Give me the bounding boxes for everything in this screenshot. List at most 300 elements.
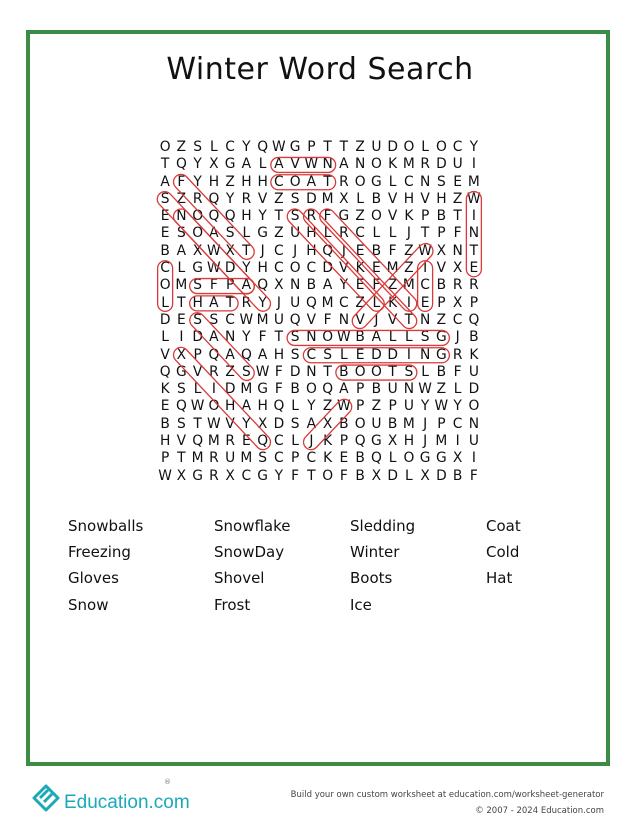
grid-letter: Q [208,346,220,363]
grid-letter: F [323,208,332,225]
grid-letter: E [160,398,170,415]
grid-letter: F [209,277,218,294]
grid-letter: N [468,225,480,242]
grid-letter: A [339,381,349,398]
grid-letter: F [388,242,397,259]
grid-letter: X [452,450,463,467]
grid-letter: S [290,346,300,363]
grid-letter: X [452,260,463,277]
word-item: Boots [350,569,393,588]
grid-letter: Y [242,415,251,432]
grid-letter: D [387,139,398,155]
grid-letter: Q [305,294,317,311]
grid-letter: U [387,381,398,398]
grid-letter: C [225,311,235,328]
grid-letter: Z [176,190,187,207]
grid-letter: T [307,467,316,484]
grid-letter: W [207,242,221,259]
grid-letter: G [289,139,301,155]
grid-letter: P [420,208,430,225]
grid-letter: I [179,329,184,346]
grid-letter: L [291,398,299,415]
grid-letter: U [273,311,284,328]
word-item: Coat [486,517,521,535]
grid-letter: Z [355,139,365,155]
grid-letter: A [257,346,268,363]
grid-letter: I [211,381,216,398]
registered-mark: ® [164,778,171,786]
grid-letter: B [371,242,382,259]
grid-letter: C [274,433,284,450]
grid-letter: R [339,173,349,190]
grid-letter: Y [339,277,349,294]
grid-letter: V [306,311,317,328]
grid-letter: O [289,173,301,190]
grid-letter: S [290,329,300,346]
grid-letter: J [309,433,314,450]
grid-letter: F [453,363,462,380]
grid-letter: P [339,433,349,450]
grid-letter: O [322,467,334,484]
grid-letter: L [388,173,397,190]
grid-letter: Q [257,277,269,294]
word-item: Snowballs [68,517,144,535]
grid-letter: Q [322,242,334,259]
grid-letter: M [321,294,334,311]
grid-letter: O [322,329,334,346]
grid-letter: J [455,329,460,346]
page-title: Winter Word Search [166,52,474,87]
grid-letter: L [210,139,218,155]
grid-letter: H [273,346,285,363]
grid-letter: S [241,363,251,380]
grid-letter: R [469,277,479,294]
grid-letter: M [240,450,253,467]
grid-letter: Q [208,208,220,225]
grid-letter: G [257,467,268,484]
grid-letter: V [339,260,349,277]
grid-letter: Y [242,329,251,346]
answer-highlight [271,175,336,190]
grid-letter: L [291,433,299,450]
grid-letter: U [468,433,479,450]
grid-letter: C [404,173,414,190]
grid-letter: Q [354,433,366,450]
grid-letter: P [355,398,365,415]
grid-letter: M [467,173,480,190]
answer-highlight [287,330,449,345]
grid-letter: A [322,277,333,294]
brand-name[interactable]: Education.com [64,792,190,813]
grid-letter: W [337,398,351,415]
grid-letter: Q [257,139,269,155]
grid-letter: D [289,363,301,380]
grid-letter: C [274,173,284,190]
word-item: Snow [68,595,109,614]
word-column-4 [486,516,521,595]
grid-letter: F [339,467,348,484]
grid-letter: N [403,381,415,398]
grid-letter: I [406,346,411,363]
grid-letter: K [388,156,398,173]
grid-letter: P [437,415,446,432]
grid-letter: N [176,208,187,225]
grid-letter: O [354,363,366,380]
answer-highlight [317,206,420,314]
grid-letter: E [469,260,479,277]
grid-letter: E [420,294,430,311]
grid-letter: T [388,363,397,380]
grid-letter: Z [404,260,414,277]
grid-letter: A [209,225,219,242]
grid-letter: T [420,225,430,242]
grid-letter: L [242,225,251,242]
grid-letter: X [192,242,203,259]
grid-letter: P [437,294,446,311]
grid-letter: C [339,294,349,311]
grid-letter: O [403,139,415,155]
grid-letter: Q [208,190,220,207]
grid-letter: T [323,139,332,155]
grid-letter: L [323,225,332,242]
grid-letter: V [387,190,398,207]
grid-letter: X [371,467,382,484]
grid-letter: J [293,242,298,259]
grid-letter: D [468,381,480,398]
grid-letter: K [323,433,333,450]
grid-letter: G [257,225,268,242]
grid-letter: L [161,329,169,346]
word-item: Cold [486,543,520,562]
grid-letter: V [387,208,398,225]
grid-letter: G [436,346,447,363]
grid-letter: L [388,329,397,346]
grid-letter: Z [404,242,414,259]
grid-letter: H [241,208,252,225]
grid-letter: L [421,139,429,155]
grid-letter: G [176,363,187,380]
grid-letter: A [225,346,235,363]
grid-letter: P [193,346,202,363]
grid-letter: N [419,173,431,190]
grid-letter: H [224,398,236,415]
grid-letter: K [323,450,333,467]
grid-letter: L [421,363,429,380]
answer-highlight [303,348,449,363]
grid-letter: T [177,294,186,311]
answer-highlight [300,206,419,332]
grid-letter: R [209,467,219,484]
grid-letter: X [225,242,235,259]
answer-highlight [187,310,258,384]
word-item: Frost [214,595,251,614]
grid-letter: Z [225,173,235,190]
grid-letter: W [418,381,432,398]
answer-highlight [170,344,273,452]
grid-letter: J [260,242,265,259]
grid-letter: T [404,311,414,328]
grid-letter: Z [322,398,333,415]
grid-letter: L [161,294,169,311]
grid-letter: B [371,381,382,398]
grid-letter: W [239,311,254,328]
grid-letter: B [452,467,463,484]
grid-letter: W [272,139,286,155]
grid-letter: S [160,190,170,207]
grid-letter: O [192,225,204,242]
grid-letter: B [290,381,300,398]
grid-letter: S [176,225,186,242]
grid-letter: C [274,260,284,277]
grid-letter: L [356,190,364,207]
grid-letter: P [437,225,446,242]
grid-letter: Y [242,139,251,155]
grid-letter: D [224,381,236,398]
answer-highlight [466,192,481,277]
grid-letter: B [355,467,365,484]
grid-letter: X [209,156,219,173]
grid-letter: E [453,173,462,190]
grid-letter: F [323,311,332,328]
grid-letter: N [306,363,317,380]
grid-letter: S [436,173,446,190]
footer-worksheet-link[interactable]: Build your own custom worksheet at education.com/worksheet-generator [290,790,604,800]
word-item: Gloves [68,569,119,588]
grid-letter: G [371,433,382,450]
grid-letter: D [192,329,203,346]
grid-letter: B [436,363,447,380]
grid-letter: M [207,433,220,450]
grid-letter: W [255,363,270,380]
grid-letter: T [160,156,170,173]
grid-letter: H [208,173,220,190]
grid-letter: R [420,156,430,173]
grid-letter: G [224,156,236,173]
grid-letter: N [452,242,463,259]
grid-letter: D [159,311,171,328]
grid-letter: J [374,311,379,328]
grid-letter: D [306,190,317,207]
grid-letter: A [160,173,170,190]
grid-letter: X [225,467,235,484]
grid-letter: H [436,190,447,207]
grid-letter: C [355,225,365,242]
grid-letter: V [290,156,300,173]
grid-letter: B [339,415,349,432]
grid-letter: M [402,277,415,294]
grid-letter: M [402,415,415,432]
word-column-3 [350,516,415,621]
grid-letter: T [225,294,235,311]
grid-letter: A [209,329,219,346]
grid-letter: N [289,277,301,294]
grid-letter: G [371,173,382,190]
grid-letter: T [453,208,462,225]
grid-letter: O [208,398,220,415]
grid-letter: A [274,156,284,173]
grid-letter: W [158,467,172,484]
word-item: Winter [350,543,400,562]
grid-letter: K [388,294,398,311]
answer-highlight [190,279,255,294]
grid-letter: R [225,433,235,450]
grid-letter: J [341,242,346,259]
grid-letter: V [192,363,203,380]
grid-letter: L [340,346,348,363]
grid-letter: X [176,467,187,484]
grid-letter: Q [289,311,301,328]
grid-letter: T [323,363,332,380]
grid-letter: A [241,398,252,415]
grid-letter: F [177,173,186,190]
grid-letter: C [306,260,317,277]
grid-letter: I [406,294,411,311]
grid-letter: B [339,363,349,380]
grid-letter: S [290,190,300,207]
grid-letter: J [423,415,428,432]
grid-letter: F [453,225,462,242]
word-item: Ice [350,595,372,614]
grid-letter: U [452,156,463,173]
grid-letter: P [388,398,397,415]
grid-letter: B [355,450,365,467]
grid-letter: I [471,208,476,225]
grid-letter: L [372,225,381,242]
grid-letter: X [452,294,463,311]
grid-letter: C [306,450,317,467]
grid-letter: Q [224,208,236,225]
grid-letter: R [452,346,463,363]
grid-letter: Z [355,208,365,225]
grid-letter: K [404,208,414,225]
grid-letter: Q [240,346,252,363]
grid-letter: C [452,415,463,432]
grid-letter: X [257,415,268,432]
grid-letter: V [160,346,170,363]
grid-letter: M [435,433,448,450]
grid-letter: X [339,190,349,207]
grid-letter: C [452,139,463,155]
grid-letter: Z [371,398,382,415]
grid-letter: S [225,225,235,242]
grid-letter: O [370,208,382,225]
grid-letter: Z [436,311,447,328]
grid-letter: U [371,415,382,432]
grid-letter: Y [420,398,430,415]
grid-letter: D [436,156,447,173]
grid-letter: I [423,260,428,277]
grid-letter: T [469,242,479,259]
grid-letter: Q [273,398,285,415]
grid-letter: Z [436,381,447,398]
word-item: Snowflake [214,517,291,535]
grid-letter: N [224,329,236,346]
grid-letter: N [468,415,480,432]
grid-letter: Y [242,260,251,277]
grid-letter: U [403,398,414,415]
grid-letter: M [256,311,269,328]
grid-letter: Q [175,156,187,173]
grid-letter: L [388,450,397,467]
grid-letter: Y [274,467,284,484]
grid-letter: R [209,450,219,467]
grid-letter: Q [322,381,334,398]
grid-letter: Z [452,190,463,207]
grid-letter: R [209,363,219,380]
grid-letter: W [434,398,449,415]
grid-letter: A [306,415,317,432]
grid-letter: H [257,260,268,277]
grid-letter: D [436,467,447,484]
grid-letter: S [176,381,186,398]
grid-letter: L [405,329,413,346]
word-item: Hat [486,569,513,588]
grid-letter: H [257,173,268,190]
grid-letter: N [322,156,333,173]
grid-letter: H [403,433,415,450]
grid-letter: D [387,467,398,484]
grid-letter: A [241,156,252,173]
grid-letter: B [436,208,447,225]
grid-letter: N [354,156,366,173]
grid-letter: Z [387,277,398,294]
grid-letter: H [257,398,268,415]
grid-letter: W [467,190,481,207]
answer-highlight [349,240,436,331]
word-item: Shovel [214,569,265,588]
grid-letter: E [355,242,365,259]
grid-letter: S [193,311,202,328]
grid-letter: O [354,415,366,432]
grid-letter: Z [176,139,187,155]
footer-copyright: © 2007 - 2024 Education.com [475,806,604,816]
grid-letter: C [452,311,463,328]
grid-letter: T [242,242,251,259]
word-column-1 [68,516,143,621]
grid-letter: J [276,294,281,311]
grid-letter: T [274,329,284,346]
grid-letter: A [241,277,252,294]
grid-letter: B [469,329,479,346]
grid-letter: E [372,260,381,277]
grid-letter: G [192,467,203,484]
grid-letter: P [225,277,235,294]
grid-letter: A [371,329,382,346]
grid-letter: L [388,225,397,242]
grid-letter: Q [159,363,171,380]
grid-letter: N [419,346,431,363]
grid-letter: G [192,260,203,277]
grid-letter: Q [468,311,480,328]
grid-letter: A [339,156,349,173]
grid-letter: S [209,311,219,328]
grid-letter: A [209,294,219,311]
grid-letter: K [160,381,170,398]
grid-letter: G [419,450,431,467]
grid-letter: K [469,346,479,363]
grid-letter: H [159,433,171,450]
grid-letter: X [274,277,284,294]
grid-letter: S [420,329,430,346]
grid-letter: W [337,329,351,346]
grid-letter: F [274,363,283,380]
grid-letter: E [355,277,365,294]
grid-letter: B [160,415,170,432]
grid-letter: P [160,450,170,467]
grid-letter: Z [274,190,284,207]
grid-letter: C [274,242,284,259]
grid-letter: Q [175,398,187,415]
